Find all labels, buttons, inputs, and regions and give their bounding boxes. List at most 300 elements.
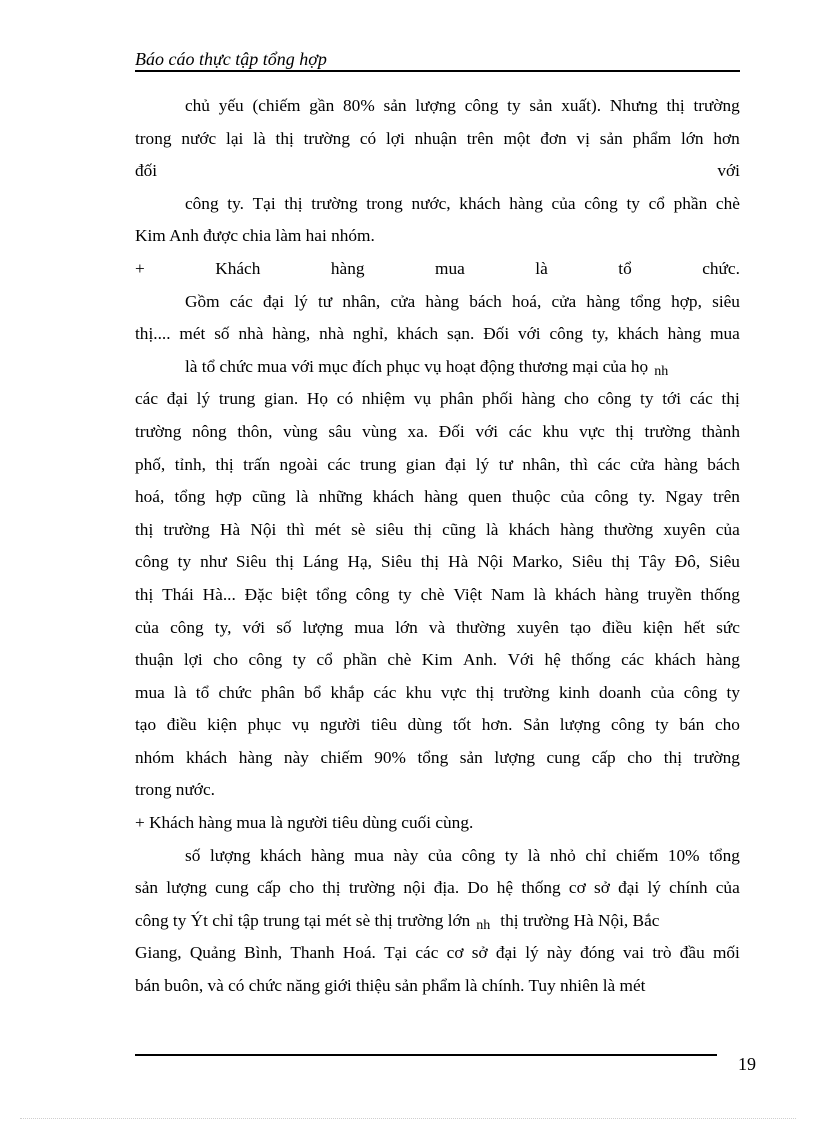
text-word: sản — [135, 878, 159, 898]
text-word: lý — [294, 291, 308, 311]
text-line — [135, 937, 740, 970]
text-word: cổ — [648, 193, 665, 213]
text-word: Siêu — [709, 552, 740, 572]
text-word: trung — [218, 389, 256, 409]
text-line — [135, 155, 740, 188]
text-word: đóng — [580, 943, 615, 963]
text-line — [135, 840, 740, 873]
text-word: nhóm — [135, 747, 175, 767]
text-line — [135, 351, 740, 384]
text-word: trung — [359, 454, 397, 474]
text-word: hết — [683, 617, 706, 637]
text-word: sở — [593, 878, 610, 898]
text-word: cung — [215, 878, 249, 898]
text-word: các — [327, 454, 351, 474]
text-word: thị — [215, 454, 234, 474]
text-word: cho — [714, 715, 740, 735]
text-word: thuộc — [511, 487, 551, 507]
text-word: lượng — [302, 617, 344, 637]
text-word: hệ — [544, 650, 561, 670]
text-word: Siêu — [571, 552, 603, 572]
text-word: công — [170, 617, 204, 637]
text-word: thường — [456, 617, 506, 637]
text-word: vai — [622, 943, 645, 963]
text-word: hàng — [605, 584, 639, 604]
text-word: hơn. — [481, 715, 513, 735]
text-line — [135, 514, 740, 547]
text-word: chức. — [702, 258, 740, 278]
text-word: lượng — [209, 845, 251, 865]
text-word: trường — [311, 193, 358, 213]
text-word: công — [611, 715, 645, 735]
text-word: đại — [166, 389, 188, 409]
text-word: thị — [284, 193, 303, 213]
text-word: tới — [662, 389, 681, 409]
text-word: thị — [322, 878, 341, 898]
text-word: nghỉ, — [352, 324, 388, 344]
text-word: khách — [260, 845, 302, 865]
text-word: tư — [317, 291, 333, 311]
text-word: người — [319, 715, 361, 735]
text-word: trên — [713, 487, 740, 507]
text-line — [135, 123, 740, 156]
text-line: Kim Anh được chia làm hai nhóm. — [135, 226, 375, 246]
text-line — [135, 546, 740, 579]
text-word: trường — [348, 878, 396, 898]
text-word: mua — [354, 845, 384, 865]
text-word: các — [229, 291, 253, 311]
text-word: mối — [712, 943, 740, 963]
text-word: sức — [716, 617, 740, 637]
text-word: phân — [261, 682, 295, 702]
text-word: cho — [627, 747, 653, 767]
text-word: công — [594, 487, 629, 507]
text-word: thôn, — [237, 421, 273, 441]
text-word: các — [415, 943, 439, 963]
text-word: ty, — [591, 324, 609, 344]
text-word: hàng — [521, 389, 556, 409]
text-word: thị — [615, 421, 634, 441]
text-word: hoá, — [512, 291, 542, 311]
text-word: thị — [420, 552, 440, 572]
text-word: kiện — [643, 617, 673, 637]
text-word: trường — [503, 682, 550, 702]
text-word: vụ — [291, 715, 310, 735]
text-word: vực — [440, 682, 467, 702]
text-word: hàng — [425, 291, 459, 311]
text-word: Quảng — [189, 943, 236, 963]
text-line — [135, 383, 740, 416]
text-word: nhân, — [342, 291, 381, 311]
text-word: cửa — [629, 454, 655, 474]
text-word: các — [135, 389, 159, 409]
text-word: hơn — [713, 128, 740, 148]
text-line — [135, 90, 740, 123]
text-word: nhuận — [414, 128, 457, 148]
text-word: đại — [445, 454, 467, 474]
text-word: hàng — [424, 487, 458, 507]
text-word: Anh. — [463, 650, 498, 670]
text-word: điều — [602, 617, 632, 637]
text-word: này — [546, 943, 572, 963]
text-word: khu — [542, 421, 569, 441]
text-word: là — [174, 682, 187, 702]
text-word: công — [549, 324, 584, 344]
text-word: gần — [309, 96, 335, 115]
text-word: đơn — [540, 128, 567, 148]
text-word: tư — [498, 454, 513, 474]
text-word: thị — [413, 519, 432, 539]
text-word: với — [475, 421, 499, 441]
text-word: sản — [459, 747, 483, 767]
text-line — [135, 253, 740, 286]
text-word: tổng — [709, 845, 740, 865]
text-word: Hà... — [202, 584, 236, 604]
text-word: công — [355, 584, 390, 604]
text-word: sản — [529, 96, 553, 115]
text-word: trường — [644, 421, 691, 441]
text-word: ty — [626, 193, 640, 213]
text-word: Láng — [302, 552, 339, 572]
text-word: lượng — [559, 715, 601, 735]
text-word: thị — [135, 584, 154, 604]
text-word: truyền — [647, 584, 692, 604]
text-word: 90% — [374, 747, 406, 767]
text-word: hoá, — [135, 487, 165, 507]
text-word: cho — [564, 389, 589, 409]
text-word: ty — [655, 715, 669, 735]
text-word: chính — [669, 878, 708, 898]
text-word: Bình, — [244, 943, 283, 963]
text-word: hàng — [586, 291, 621, 311]
text-word: công — [597, 389, 632, 409]
text-word: mua — [135, 682, 165, 702]
text-word: thuận — [135, 650, 174, 670]
text-word: công — [464, 96, 499, 115]
text-word: tổng — [316, 584, 347, 604]
text-word: nước, — [411, 193, 451, 213]
text-word: thống — [571, 650, 611, 670]
page-number: 19 — [738, 1054, 756, 1074]
text-word: lý — [475, 454, 490, 474]
text-word: lượng — [494, 747, 535, 767]
text-word: trường — [135, 421, 182, 441]
text-word: nhân, — [522, 454, 561, 474]
text-word: đại — [262, 291, 285, 311]
text-word: công — [135, 552, 169, 572]
text-word: bách — [469, 291, 502, 311]
text-word: cho — [213, 650, 239, 670]
text-word: điều — [166, 715, 197, 735]
text-word: ty — [292, 650, 307, 670]
text-line — [135, 188, 740, 221]
text-word: chè — [387, 650, 412, 670]
text-word: Hạ, — [347, 552, 372, 572]
text-word: cổ — [316, 650, 333, 670]
text-word: Đối — [438, 421, 465, 441]
text-fragment: thị trường Hà Nội, Bắc — [500, 910, 660, 930]
text-word: nhiệm — [361, 389, 406, 409]
text-word: xuất). — [561, 96, 602, 115]
text-word: bán — [679, 715, 705, 735]
text-word: biệt — [281, 584, 308, 604]
text-word: vụ — [413, 389, 432, 409]
text-word: Do — [467, 878, 489, 898]
text-word: phần — [343, 650, 377, 670]
text-word: phục — [247, 715, 282, 735]
text-word: trò — [652, 943, 672, 963]
text-word: bổ — [303, 682, 322, 702]
text-word: lý — [196, 389, 211, 409]
text-word: phố, — [135, 454, 166, 474]
text-word: quen — [468, 487, 502, 507]
footer-rule — [135, 1054, 717, 1056]
text-word: lớn — [395, 617, 418, 637]
text-word: công — [185, 193, 219, 213]
text-word: Hoá. — [342, 943, 376, 963]
text-word: siêu — [375, 519, 404, 539]
text-word: gian — [405, 454, 436, 474]
text-word: Sản — [523, 715, 550, 735]
text-word: là — [295, 487, 309, 507]
text-word: hợp, — [671, 291, 702, 311]
text-word: Hà — [220, 519, 241, 539]
text-word: thì — [286, 519, 305, 539]
text-word: thống — [700, 584, 740, 604]
text-word: Việt — [453, 584, 483, 604]
text-word: Nam — [491, 584, 525, 604]
text-word: Nhưng — [609, 96, 658, 115]
text-word: các — [689, 389, 713, 409]
text-word: trường — [163, 519, 210, 539]
text-word: lượng — [166, 878, 207, 898]
text-word: chức — [218, 682, 252, 702]
text-word: tiêu — [371, 715, 397, 735]
text-word: các — [373, 682, 397, 702]
text-word: thị — [666, 96, 685, 115]
text-word: Họ — [306, 389, 329, 409]
text-word: Marko, — [512, 552, 563, 572]
text-word: của — [428, 845, 452, 865]
text-word: Tây — [638, 552, 666, 572]
page-header-title: Báo cáo thực tập tổng hợp — [135, 49, 327, 69]
text-word: là — [253, 128, 266, 148]
text-word: chỉ — [585, 845, 607, 865]
text-word: tổng — [417, 747, 449, 767]
page-edge-dotted-line — [20, 1118, 796, 1119]
text-word: nước — [181, 128, 217, 148]
text-line — [135, 612, 740, 645]
text-line — [135, 481, 740, 514]
text-word: cấp — [256, 878, 281, 898]
text-word: khách — [654, 650, 696, 670]
text-word: các — [508, 421, 532, 441]
text-word: hàng — [238, 747, 273, 767]
text-word: Nội — [477, 552, 504, 572]
text-word: tổ — [195, 682, 210, 702]
text-word: tổng — [630, 291, 661, 311]
text-word: phẩm — [632, 128, 672, 148]
text-word: lại — [226, 128, 244, 148]
text-word: hàng — [667, 324, 702, 344]
text-word: ngoài — [279, 454, 318, 474]
text-word: cơ — [446, 943, 464, 963]
text-word: vực — [579, 421, 605, 441]
text-word: sản — [383, 96, 407, 115]
text-word: công — [461, 845, 496, 865]
text-word: thị — [135, 519, 154, 539]
text-word: Với — [507, 650, 534, 670]
text-word: kinh — [558, 682, 590, 702]
text-word: trường — [303, 128, 350, 148]
text-word: bách — [707, 454, 740, 474]
text-word: Giang, — [135, 943, 182, 963]
text-word: của — [551, 193, 576, 213]
text-word: công — [584, 193, 618, 213]
text-word: Ngay — [665, 487, 703, 507]
subscript-fragment: nh — [654, 363, 669, 379]
text-word: khu — [405, 682, 432, 702]
text-word: khách — [372, 487, 415, 507]
text-word: đối — [135, 161, 158, 181]
text-line — [135, 872, 740, 905]
text-word: với — [518, 324, 541, 344]
text-word: vùng — [362, 421, 397, 441]
text-word: như — [200, 552, 227, 572]
text-word: Siêu — [381, 552, 412, 572]
text-word: lý — [647, 878, 661, 898]
text-word: ty — [398, 584, 412, 604]
text-word: Thanh — [290, 943, 335, 963]
text-word: phối — [482, 389, 513, 409]
text-word: cấp — [591, 747, 616, 767]
text-word: sạn. — [446, 324, 475, 344]
text-word: thì — [569, 454, 588, 474]
text-word: thị — [663, 747, 683, 767]
text-fragment: công ty Ýt chỉ tập trung tại mét sè thị trường lớn — [135, 910, 471, 930]
text-word: ty — [507, 96, 521, 115]
text-word: cho — [289, 878, 315, 898]
text-word: tỉnh, — [174, 454, 206, 474]
text-word: mét — [179, 324, 206, 344]
text-word: trong — [366, 193, 403, 213]
text-word: siêu — [712, 291, 740, 311]
text-word: với — [242, 617, 266, 637]
text-word: vị — [576, 128, 590, 148]
text-word: thị — [275, 552, 294, 572]
text-word: khắp — [330, 682, 365, 702]
text-word: khách — [554, 584, 597, 604]
text-word: chè — [420, 584, 445, 604]
text-word: là — [533, 584, 546, 604]
text-word: cũng — [252, 487, 286, 507]
text-word: hợp — [215, 487, 242, 507]
text-word: thị — [611, 552, 630, 572]
text-word: hàng — [664, 454, 698, 474]
text-word: của — [560, 487, 585, 507]
text-word: là — [535, 258, 548, 278]
text-word: sản — [599, 128, 623, 148]
text-word: Đặc — [244, 584, 273, 604]
text-word: của — [715, 519, 740, 539]
text-line — [135, 709, 740, 742]
text-word: và — [428, 617, 446, 637]
text-line — [135, 905, 740, 938]
text-word: khách — [185, 747, 228, 767]
text-word: mét — [314, 519, 341, 539]
text-word: kiện — [207, 715, 237, 735]
text-fragment: là tổ chức mua với mục đích phục vụ hoạt động thương mại của họ — [185, 356, 649, 376]
text-word: ty — [504, 845, 519, 865]
text-word: xa. — [407, 421, 429, 441]
text-word: số — [214, 324, 230, 344]
text-word: nông — [192, 421, 227, 441]
text-line: + Khách hàng mua là người tiêu dùng cuối cùng. — [135, 813, 474, 833]
text-word: số — [185, 845, 201, 865]
text-word: số — [276, 617, 292, 637]
text-word: mua — [354, 617, 385, 637]
text-word: của — [715, 878, 740, 898]
text-word: thống — [521, 878, 561, 898]
text-word: địa. — [433, 878, 460, 898]
text-word: lợi — [386, 128, 405, 148]
text-word: hàng — [310, 845, 345, 865]
text-word: là — [485, 519, 499, 539]
text-word: thị — [721, 389, 740, 409]
text-word: Hà — [448, 552, 469, 572]
text-word: Kim — [421, 650, 453, 670]
text-word: công — [683, 682, 718, 702]
text-word: chiếm — [320, 747, 363, 767]
text-word: Đô, — [674, 552, 701, 572]
text-word: đại — [618, 878, 640, 898]
text-line — [135, 579, 740, 612]
text-word: nhà — [238, 324, 264, 344]
text-word: + — [135, 258, 145, 278]
text-word: lượng — [415, 96, 456, 115]
text-line — [135, 416, 740, 449]
text-word: ty — [640, 389, 654, 409]
text-word: hàng — [560, 519, 594, 539]
text-word: trấn — [243, 454, 271, 474]
text-word: chè — [715, 193, 740, 213]
text-word: thường — [603, 519, 654, 539]
text-word: sè — [351, 519, 366, 539]
text-word: hàng — [509, 193, 543, 213]
text-word: hệ — [496, 878, 514, 898]
text-word: xuyên — [663, 519, 706, 539]
text-word: 10% — [667, 845, 700, 865]
text-word: một — [503, 128, 531, 148]
text-word: (chiếm — [252, 96, 301, 115]
text-word: thị.... — [135, 324, 171, 344]
text-word: Nội — [250, 519, 277, 539]
text-word: Tại — [384, 943, 408, 963]
text-word: cơ — [568, 878, 586, 898]
text-word: hàng — [330, 258, 365, 278]
text-word: Đối — [483, 324, 510, 344]
text-word: Thái — [162, 584, 194, 604]
text-word: sâu — [328, 421, 352, 441]
text-word: phân — [439, 389, 474, 409]
text-word: ty. — [227, 193, 244, 213]
text-word: lý — [525, 943, 539, 963]
text-line — [135, 286, 740, 319]
text-word: tốt — [452, 715, 472, 735]
header-rule — [135, 70, 740, 72]
text-word: Siêu — [235, 552, 267, 572]
text-word: lợi — [183, 650, 203, 670]
